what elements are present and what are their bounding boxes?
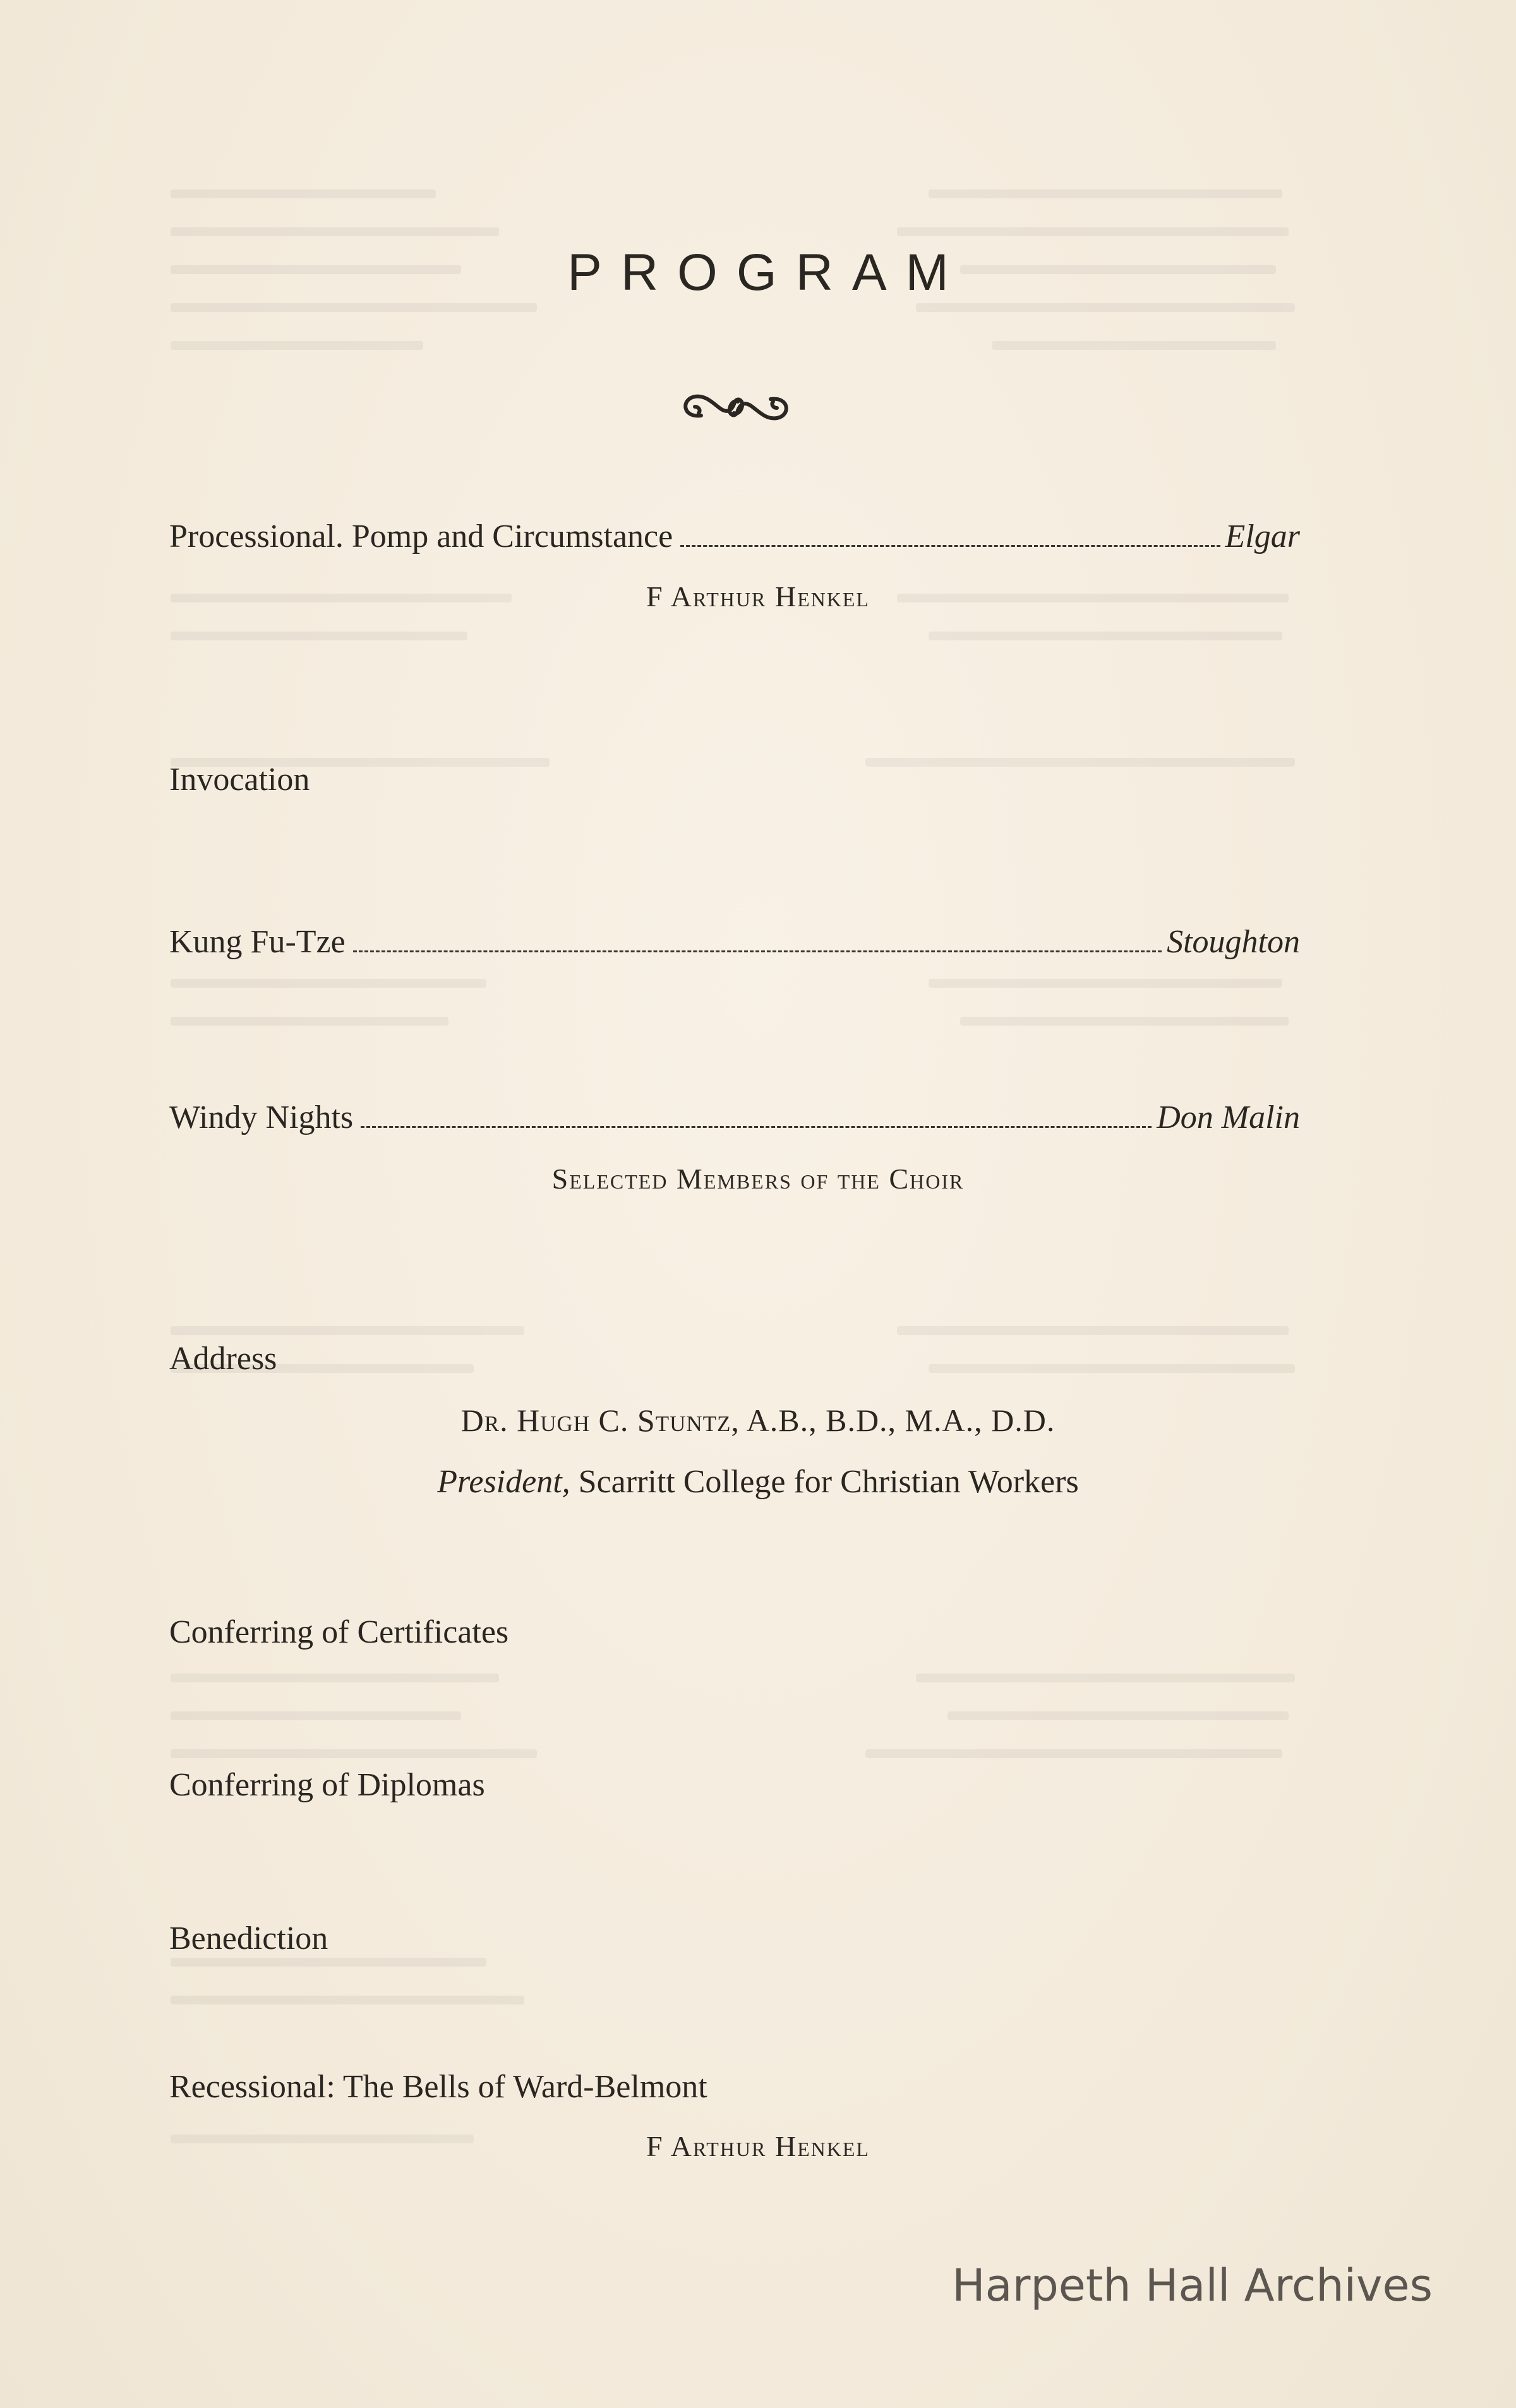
kung-fu-tze-label: Kung Fu-Tze — [169, 924, 346, 960]
speaker-title-rest: Scarritt College for Christian Workers — [570, 1464, 1079, 1500]
dotted-leader — [680, 545, 1220, 547]
dotted-leader — [353, 950, 1162, 952]
kung-fu-tze-row — [169, 923, 1300, 961]
kung-fu-tze-composer: Stoughton — [1167, 924, 1300, 960]
address-item: Address — [169, 1341, 277, 1377]
windy-nights-label: Windy Nights — [169, 1099, 354, 1135]
flourish-ornament-icon — [676, 385, 796, 429]
archive-watermark: Harpeth Hall Archives — [952, 2260, 1433, 2311]
invocation-item: Invocation — [169, 762, 310, 798]
windy-nights-row — [169, 1099, 1300, 1136]
processional-composer: Elgar — [1225, 518, 1300, 554]
processional-label: Processional. Pomp and Circumstance — [169, 518, 673, 554]
address-speaker: Dr. Hugh C. Stuntz, A.B., B.D., M.A., D.D. — [460, 1403, 1056, 1438]
processional-performer: F Arthur Henkel — [646, 580, 870, 613]
speaker-title-italic: President, — [437, 1464, 570, 1500]
processional-row — [169, 518, 1300, 555]
dotted-leader — [361, 1126, 1152, 1128]
program-title: PROGRAM — [567, 244, 968, 301]
certificates-item: Conferring of Certificates — [169, 1614, 509, 1650]
windy-nights-performer: Selected Members of the Choir — [551, 1163, 965, 1195]
recessional-performer: F Arthur Henkel — [646, 2130, 870, 2162]
recessional-item: Recessional: The Bells of Ward-Belmont — [169, 2069, 707, 2105]
address-speaker-title — [0, 1463, 1516, 1501]
benediction-item: Benediction — [169, 1920, 328, 1956]
diplomas-item: Conferring of Diplomas — [169, 1767, 485, 1803]
windy-nights-composer: Don Malin — [1157, 1099, 1300, 1135]
